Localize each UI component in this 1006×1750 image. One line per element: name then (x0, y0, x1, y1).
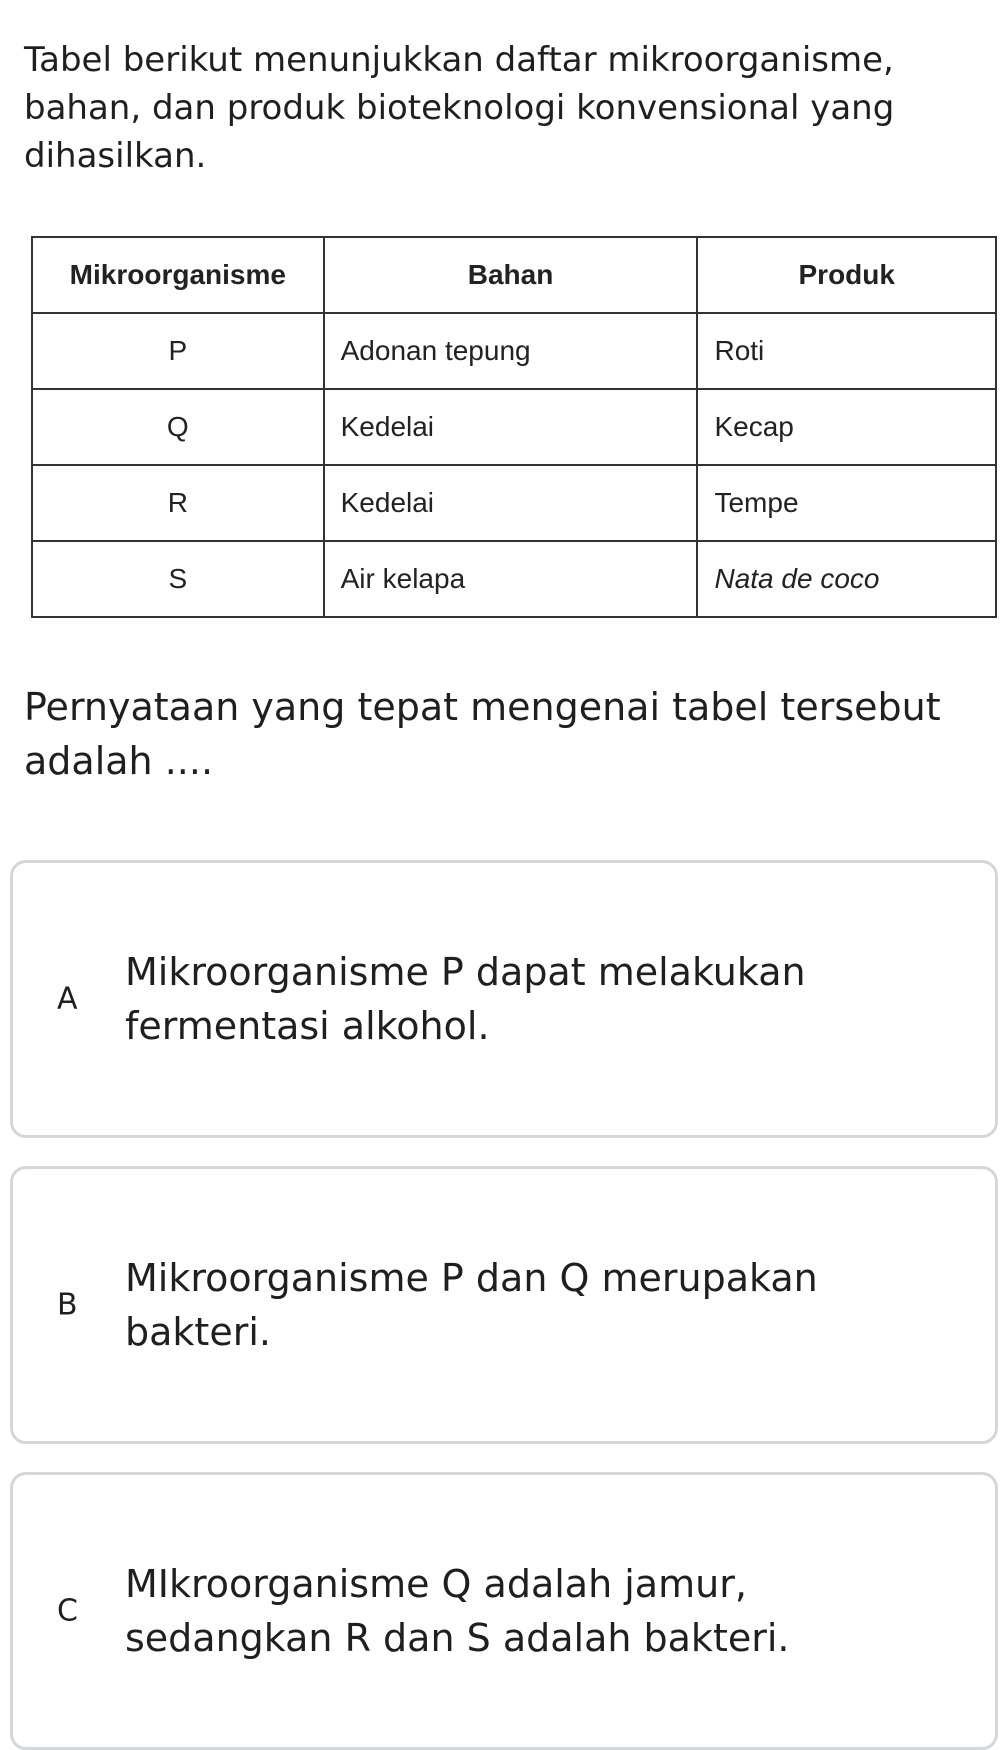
option-text: Mikroorganisme P dan Q merupakan bakteri. (125, 1256, 818, 1354)
option-letter: B (57, 1287, 78, 1323)
cell-product: Kecap (697, 389, 996, 465)
cell-organism: S (32, 541, 324, 617)
cell-material: Kedelai (324, 465, 698, 541)
answer-option-b[interactable] (10, 1166, 998, 1444)
cell-material: Adonan tepung (324, 313, 698, 389)
option-text: MIkroorganisme Q adalah jamur, sedangkan R dan S adalah bakteri. (125, 1562, 790, 1660)
cell-product: Roti (697, 313, 996, 389)
question-text: Pernyataan yang tepat mengenai tabel tersebut adalah .... (24, 685, 941, 783)
header-product: Produk (697, 237, 996, 313)
table-row (32, 465, 996, 541)
intro-text: Tabel berikut menunjukkan daftar mikroorganisme, bahan, dan produk bioteknologi konvensional yang dihasilkan. (24, 40, 895, 176)
table-row (32, 313, 996, 389)
organism-table (31, 236, 997, 618)
answer-option-c[interactable] (10, 1472, 998, 1750)
option-letter: C (57, 1593, 78, 1629)
table-row (32, 389, 996, 465)
cell-organism: Q (32, 389, 324, 465)
table-header-row (32, 237, 996, 313)
cell-material: Kedelai (324, 389, 698, 465)
cell-material: Air kelapa (324, 541, 698, 617)
header-organism: Mikroorganisme (32, 237, 324, 313)
cell-product: Tempe (697, 465, 996, 541)
table-row (32, 541, 996, 617)
option-letter: A (57, 981, 78, 1017)
option-text: Mikroorganisme P dapat melakukan fermentasi alkohol. (125, 950, 806, 1048)
cell-organism: P (32, 313, 324, 389)
cell-organism: R (32, 465, 324, 541)
header-material: Bahan (324, 237, 698, 313)
cell-product: Nata de coco (697, 541, 996, 617)
answer-option-a[interactable] (10, 860, 998, 1138)
